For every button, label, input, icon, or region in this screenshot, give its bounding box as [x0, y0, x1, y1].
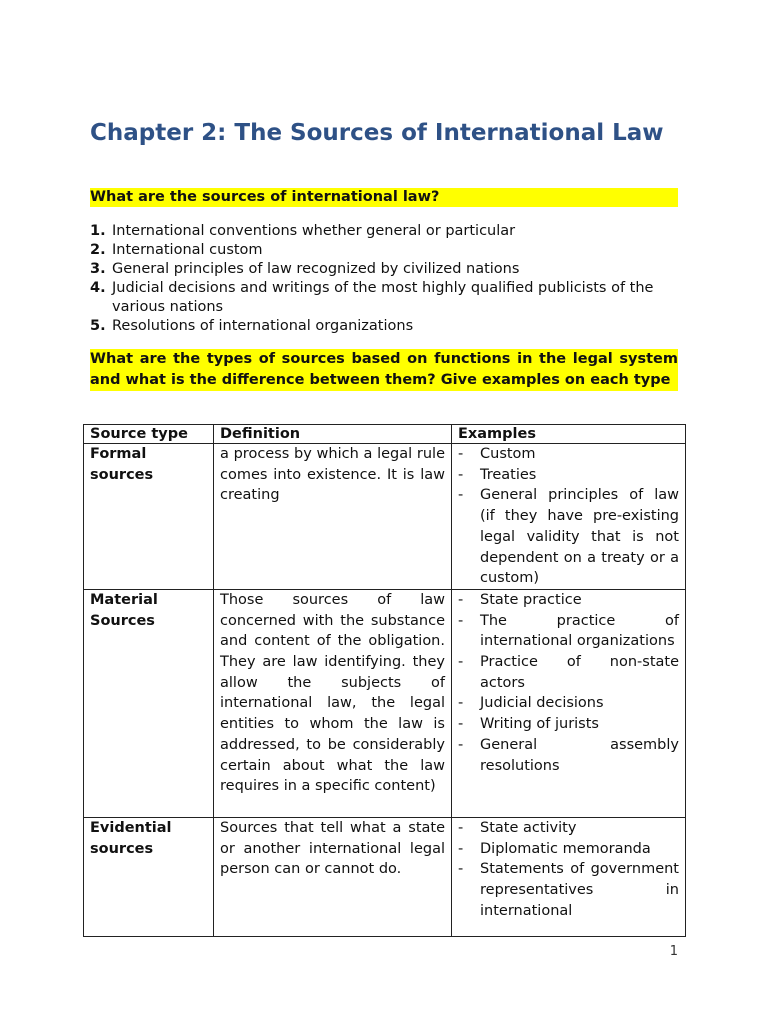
list-text: Judicial decisions and writings of the most highly qualified publicists of the various nations: [112, 280, 654, 315]
table-row: [84, 444, 686, 590]
list-number: 5.: [90, 318, 106, 334]
question-types: What are the types of sources based on functions in the legal system and what is the difference between them? Give examples on each type: [90, 349, 678, 391]
definition-cell: a process by which a legal rule comes into existence. It is law creating: [214, 444, 452, 590]
page-title: Chapter 2: The Sources of International Law: [90, 120, 664, 146]
example-item: - Practice of non-state actors: [458, 652, 679, 693]
definition-cell: Those sources of law concerned with the substance and content of the obligation. They are law identifying. they allow the subjects of international law, the legal entities to whom the law is addressed, to be considerably certain about what the law requires in a specific content): [214, 589, 452, 817]
source-type-cell: Material Sources: [84, 589, 214, 817]
source-type-cell: Evidential sources: [84, 817, 214, 936]
table-header-row: [84, 425, 686, 444]
header-examples: Examples: [452, 425, 686, 444]
examples-cell: [452, 817, 686, 936]
example-item: - State practice: [458, 590, 679, 611]
example-item: - Writing of jurists: [458, 714, 679, 735]
table-row: [84, 589, 686, 817]
list-item: [90, 241, 680, 260]
list-item: [90, 317, 680, 336]
list-number: 1.: [90, 223, 106, 239]
examples-cell: [452, 444, 686, 590]
question-sources: What are the sources of international law?: [90, 188, 678, 207]
list-number: 2.: [90, 242, 106, 258]
list-text: General principles of law recognized by civilized nations: [112, 261, 520, 277]
table-row: [84, 817, 686, 936]
page-number: 1: [669, 944, 678, 959]
list-number: 3.: [90, 261, 106, 277]
definition-cell: Sources that tell what a state or another international legal person can or cannot do.: [214, 817, 452, 936]
list-text: Resolutions of international organizations: [112, 318, 414, 334]
sources-list: [90, 222, 680, 336]
example-item: - Treaties: [458, 465, 679, 486]
example-item: - The practice of international organizations: [458, 611, 679, 652]
example-item: - Judicial decisions: [458, 693, 679, 714]
examples-cell: [452, 589, 686, 817]
header-source-type: Source type: [84, 425, 214, 444]
list-number: 4.: [90, 280, 106, 296]
list-text: International conventions whether general or particular: [112, 223, 516, 239]
header-definition: Definition: [214, 425, 452, 444]
source-types-table: [83, 424, 686, 937]
example-item: - Statements of government representatives in international: [458, 859, 679, 921]
list-item: [90, 279, 680, 317]
example-item: - Custom: [458, 444, 679, 465]
list-item: [90, 260, 680, 279]
example-item: - General principles of law (if they have pre-existing legal validity that is not dependent on a treaty or a custom): [458, 485, 679, 589]
example-item: - General assembly resolutions: [458, 735, 679, 776]
list-text: International custom: [112, 242, 263, 258]
source-type-cell: Formal sources: [84, 444, 214, 590]
list-item: [90, 222, 680, 241]
example-item: - Diplomatic memoranda: [458, 839, 679, 860]
example-item: - State activity: [458, 818, 679, 839]
